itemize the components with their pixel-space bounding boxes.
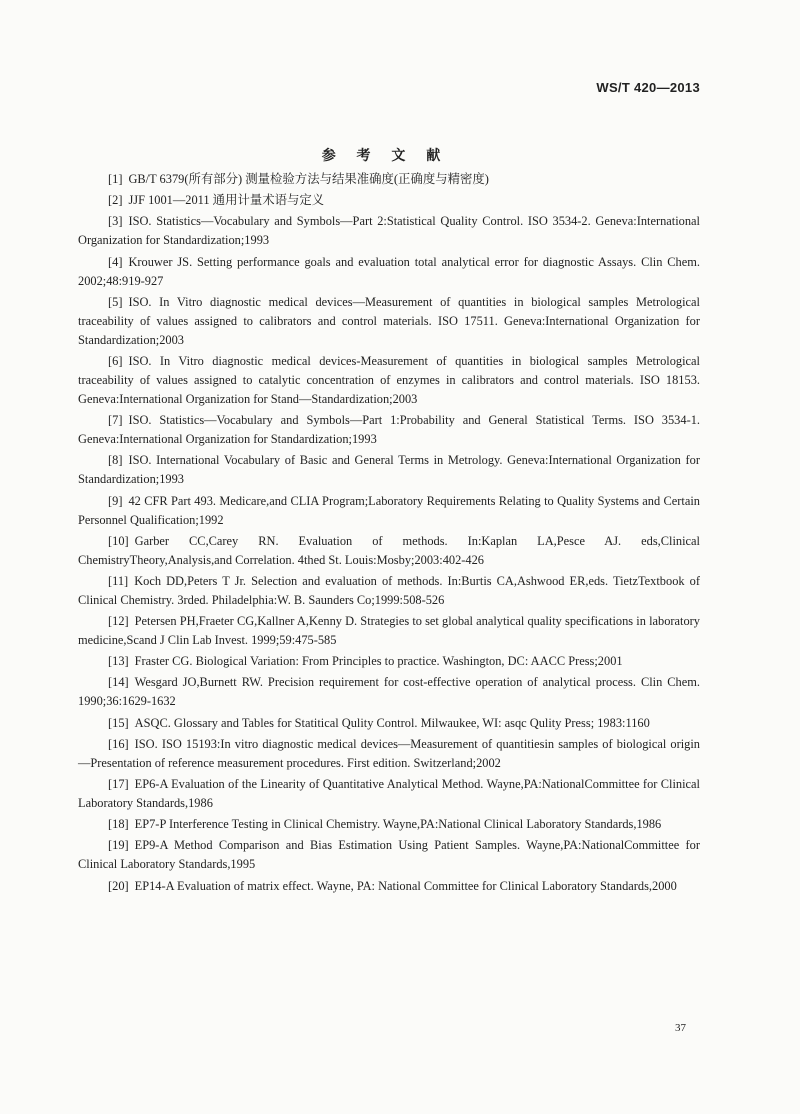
reference-text: ISO. In Vitro diagnostic medical devices-Measurement of quantities in biological samples Metrological traceability of values assigned to catalytic concentration of enzymes in calibrators and control materials. ISO 18153. Geneva:International Organization for Stand—Standardization;2003: [78, 353, 700, 406]
reference-number: [16]: [108, 736, 129, 751]
reference-text: Krouwer JS. Setting performance goals and evaluation total analytical error for diagnostic Assays. Clin Chem. 2002;48:919-927: [78, 254, 700, 288]
reference-text: EP14-A Evaluation of matrix effect. Wayne, PA: National Committee for Clinical Laboratory Standards,2000: [134, 878, 677, 893]
reference-number: [1]: [108, 172, 123, 186]
reference-number: [17]: [108, 777, 129, 791]
reference-number: [6]: [108, 353, 123, 368]
reference-text: ASQC. Glossary and Tables for Statitical Qulity Control. Milwaukee, WI: asqc Qulity Press; 1983:1160: [134, 715, 650, 730]
reference-text: ISO. Statistics—Vocabulary and Symbols—Part 1:Probability and General Statistical Terms. ISO 3534-1. Geneva:International Organization for Standardization;1993: [78, 413, 700, 447]
reference-number: [14]: [108, 675, 129, 690]
reference-text: 42 CFR Part 493. Medicare,and CLIA Program;Laboratory Requirements Relating to Quality Systems and Certain Personnel Qualification;1992: [78, 493, 700, 527]
reference-text: ISO. Statistics—Vocabulary and Symbols—Part 2:Statistical Quality Control. ISO 3534-2. Geneva:International Organization for Standardization;1993: [78, 214, 700, 248]
reference-text: JJF 1001—2011 通用计量术语与定义: [128, 193, 325, 208]
reference-text: Petersen PH,Fraeter CG,Kallner A,Kenny D. Strategies to set global analytical quality specifications in laboratory medicine,Scand J Clin Lab Invest. 1999;59:475-585: [78, 614, 700, 648]
reference-text: ISO. ISO 15193:In vitro diagnostic medical devices—Measurement of quantitiesin samples of biological origin—Presentation of reference measurement procedures. First edition. Switzerland;2002: [78, 736, 700, 770]
reference-number: [5]: [108, 294, 123, 309]
reference-item: [78, 492, 700, 530]
reference-item: [78, 775, 700, 813]
reference-item: [78, 836, 700, 874]
reference-text: ISO. International Vocabulary of Basic and General Terms in Metrology. Geneva:International Organization for Standardization;1993: [78, 453, 700, 487]
reference-text: GB/T 6379(所有部分) 测量检验方法与结果准确度(正确度与精密度): [128, 172, 489, 186]
reference-text: ISO. In Vitro diagnostic medical devices—Measurement of quantities in biological samples Metrological traceability of values assigned to calibrators and control materials. ISO 17511. Geneva:International Organization for Standardization;2003: [78, 294, 700, 347]
standard-code: WS/T 420—2013: [596, 80, 700, 95]
reference-item: [78, 411, 700, 449]
reference-number: [13]: [108, 654, 129, 669]
reference-text: Fraster CG. Biological Variation: From Principles to practice. Washington, DC: AACC Press;2001: [134, 654, 623, 669]
reference-text: EP6-A Evaluation of the Linearity of Quantitative Analytical Method. Wayne,PA:NationalCommittee for Clinical Laboratory Standards,1986: [78, 777, 700, 810]
reference-number: [4]: [108, 254, 123, 269]
reference-item: [78, 815, 700, 834]
reference-item: [78, 293, 700, 350]
reference-item: [78, 572, 700, 610]
reference-text: Garber CC,Carey RN. Evaluation of methods. In:Kaplan LA,Pesce AJ. eds,Clinical ChemistryTheory,Analysis,and Correlation. 4thed St. Louis:Mosby;2003:402-426: [78, 533, 700, 567]
reference-number: [2]: [108, 193, 123, 208]
reference-list: [78, 170, 700, 898]
reference-number: [9]: [108, 493, 123, 508]
reference-number: [19]: [108, 838, 129, 853]
reference-number: [3]: [108, 214, 123, 229]
reference-text: EP7-P Interference Testing in Clinical Chemistry. Wayne,PA:National Clinical Laboratory Standards,1986: [134, 817, 662, 832]
reference-item: [78, 451, 700, 489]
page-number: 37: [675, 1022, 686, 1034]
reference-number: [11]: [108, 573, 129, 588]
reference-number: [7]: [108, 413, 123, 428]
reference-item: [78, 652, 700, 671]
reference-text: Wesgard JO,Burnett RW. Precision requirement for cost-effective operation of analytical process. Clin Chem. 1990;36:1629-1632: [78, 675, 700, 709]
section-title: 参 考 文 献: [321, 148, 449, 164]
reference-number: [8]: [108, 453, 123, 468]
reference-item: [78, 714, 700, 733]
reference-item: [78, 191, 700, 210]
reference-number: [20]: [108, 878, 129, 893]
reference-item: [78, 612, 700, 650]
reference-number: [18]: [108, 817, 129, 832]
reference-number: [10]: [108, 533, 129, 548]
reference-item: [78, 212, 700, 250]
reference-text: EP9-A Method Comparison and Bias Estimation Using Patient Samples. Wayne,PA:NationalCommittee for Clinical Laboratory Standards,1995: [78, 838, 700, 872]
reference-item: [78, 735, 700, 773]
reference-item: [78, 253, 700, 291]
reference-number: [15]: [108, 715, 129, 730]
reference-item: [78, 170, 700, 189]
reference-item: [78, 532, 700, 570]
reference-item: [78, 352, 700, 409]
reference-item: [78, 877, 700, 896]
reference-number: [12]: [108, 614, 129, 629]
reference-item: [78, 673, 700, 711]
reference-text: Koch DD,Peters T Jr. Selection and evaluation of methods. In:Burtis CA,Ashwood ER,eds. TietzTextbook of Clinical Chemistry. 3rded. Philadelphia:W. B. Saunders Co;1999:508-526: [78, 573, 700, 607]
